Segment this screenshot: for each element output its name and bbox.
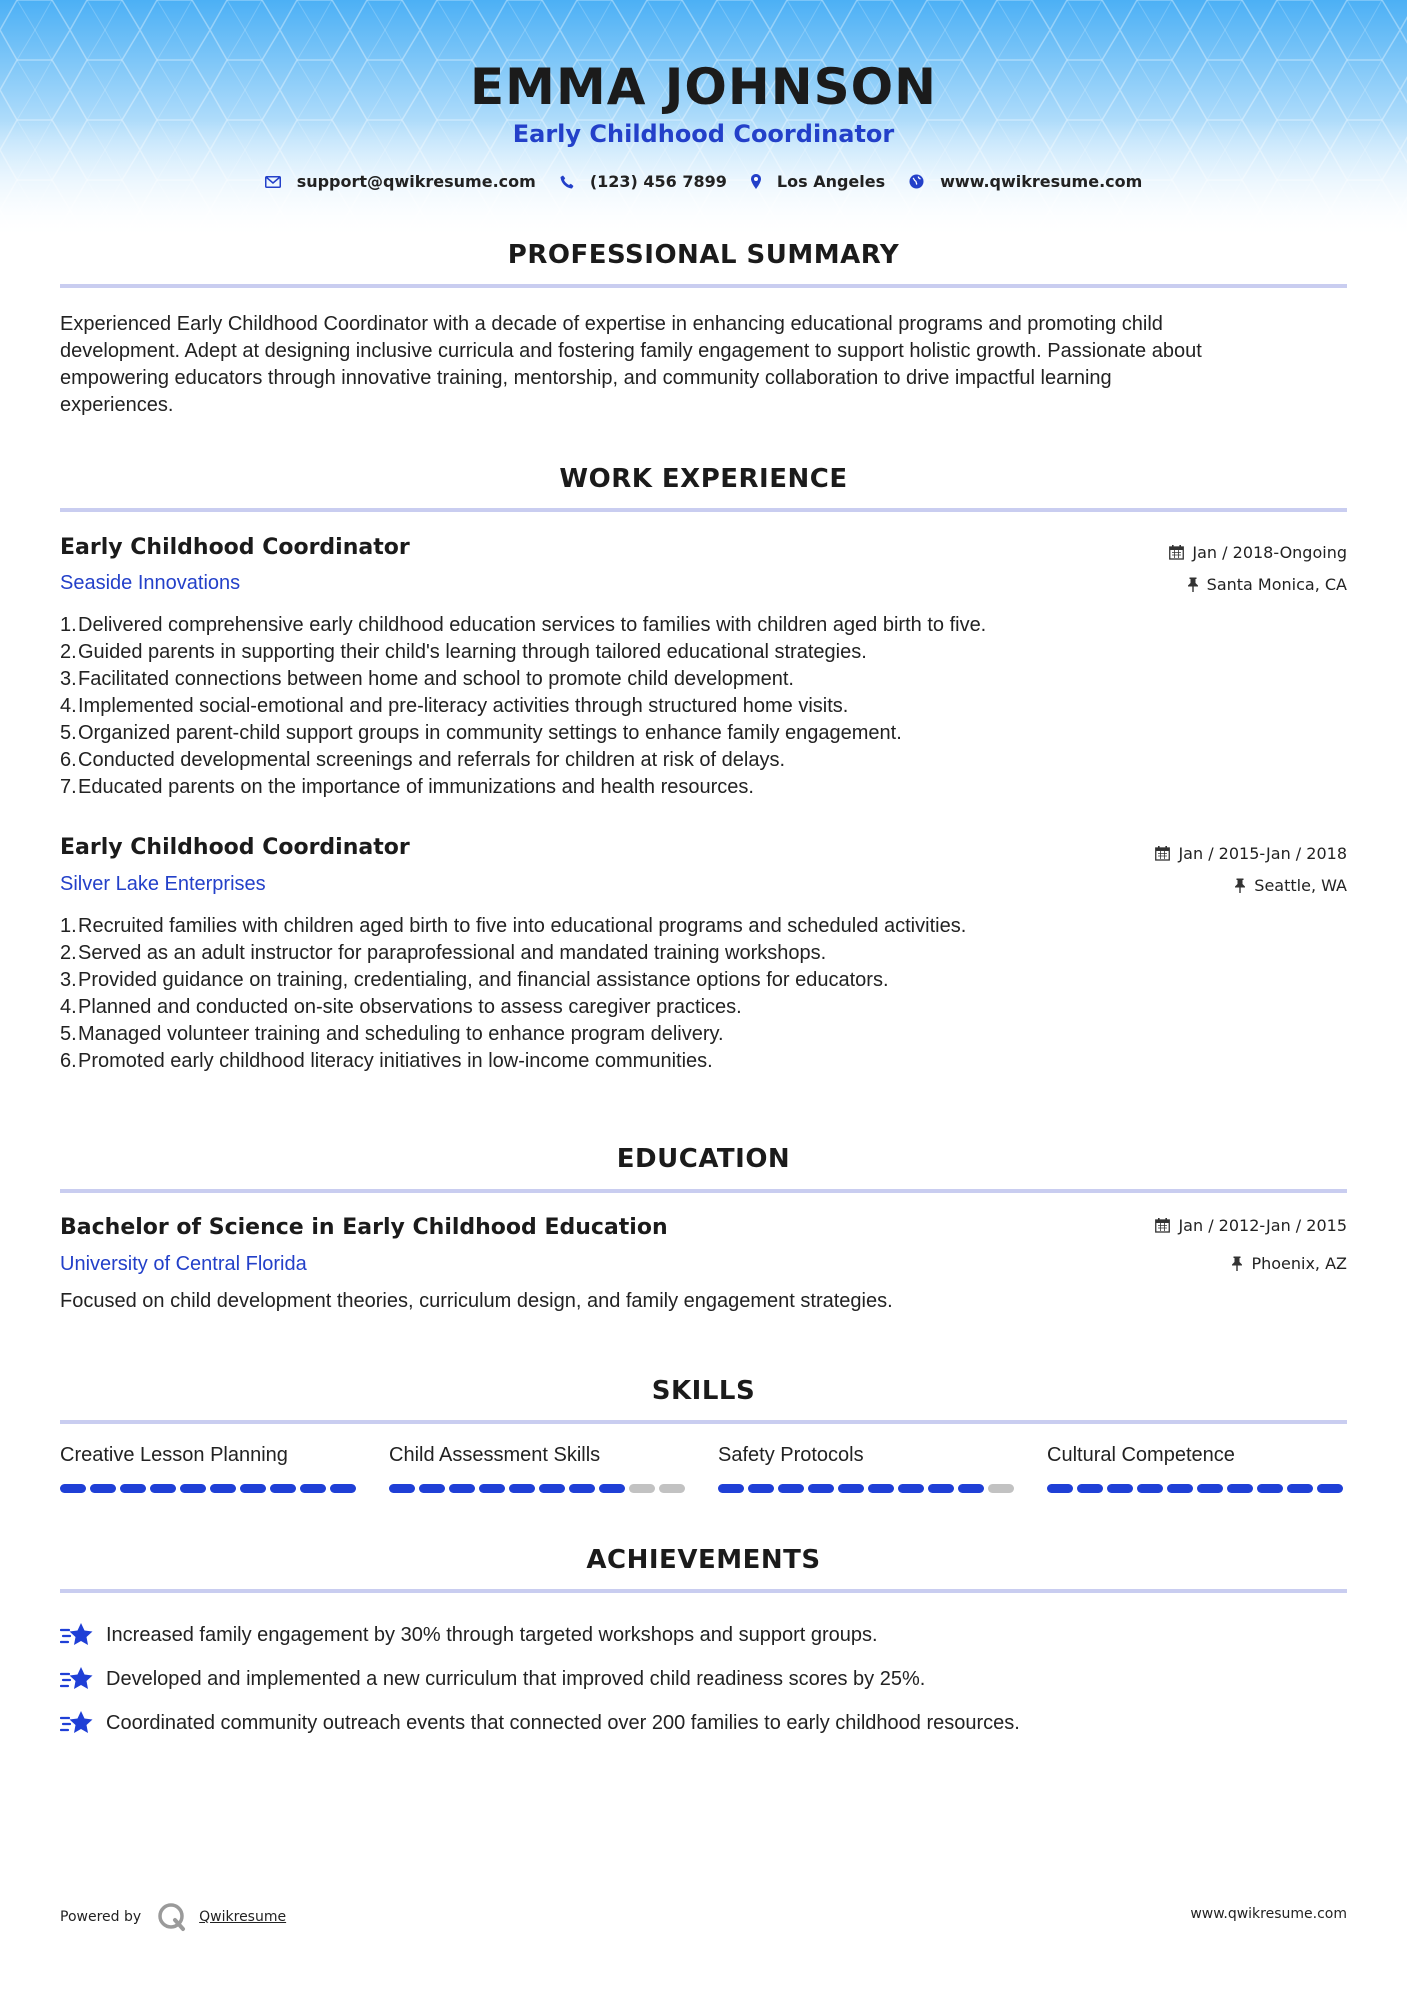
achievements-divider <box>60 1589 1347 1593</box>
education-location-text: Phoenix, AZ <box>1251 1254 1347 1273</box>
skill-segment-filled <box>1317 1484 1343 1493</box>
candidate-name: EMMA JOHNSON <box>470 58 937 116</box>
skill-segment-filled <box>60 1484 86 1493</box>
contact-phone[interactable] <box>560 172 727 191</box>
skill-name: Creative Lesson Planning <box>60 1444 288 1466</box>
skill-segment-filled <box>509 1484 535 1493</box>
envelope-icon <box>265 176 281 188</box>
candidate-role: Early Childhood Coordinator <box>512 120 895 148</box>
skill-segment-filled <box>330 1484 356 1493</box>
skill-item <box>718 1444 1018 1493</box>
skill-segment-filled <box>569 1484 595 1493</box>
skill-segment-empty <box>629 1484 655 1493</box>
achievements-heading: ACHIEVEMENTS <box>586 1545 821 1575</box>
skill-name: Cultural Competence <box>1047 1444 1235 1466</box>
list-item: 7. Educated parents on the importance of immunizations and health resources. <box>60 776 754 798</box>
footer-website-link[interactable]: www.qwikresume.com <box>1190 1906 1347 1922</box>
summary-line: Experienced Early Childhood Coordinator with a decade of expertise in enhancing educational programs and promoting child <box>60 313 1163 335</box>
degree-title: Bachelor of Science in Early Childhood Education <box>60 1215 668 1240</box>
skill-segment-filled <box>748 1484 774 1493</box>
skill-segment-filled <box>120 1484 146 1493</box>
location-text: Los Angeles <box>776 172 886 191</box>
skill-segment-empty <box>988 1484 1014 1493</box>
contact-bar <box>0 172 1407 191</box>
skill-segment-filled <box>1077 1484 1103 1493</box>
company-name: Silver Lake Enterprises <box>60 873 266 895</box>
skill-segment-filled <box>479 1484 505 1493</box>
summary-heading: PROFESSIONAL SUMMARY <box>507 240 900 270</box>
education-heading: EDUCATION <box>616 1144 791 1174</box>
powered-by-label: Powered by <box>60 1909 142 1925</box>
list-item: 1. Delivered comprehensive early childhood education services to families with children aged birth to five. <box>60 614 987 636</box>
skill-name: Child Assessment Skills <box>389 1444 601 1466</box>
skill-segment-filled <box>958 1484 984 1493</box>
job-title: Early Childhood Coordinator <box>60 535 410 560</box>
skill-level-bar <box>1047 1484 1347 1493</box>
skill-segment-filled <box>240 1484 266 1493</box>
summary-line: experiences. <box>60 394 174 416</box>
list-item: 4. Implemented social-emotional and pre-literacy activities through structured home visits. <box>60 695 849 717</box>
skill-segment-filled <box>1167 1484 1193 1493</box>
summary-divider <box>60 284 1347 288</box>
skill-segment-empty <box>659 1484 685 1493</box>
skill-segment-filled <box>1107 1484 1133 1493</box>
job-dates-text: Jan / 2015-Jan / 2018 <box>1178 844 1347 863</box>
education-location <box>1231 1254 1347 1273</box>
experience-divider <box>60 508 1347 512</box>
contact-email[interactable] <box>265 172 536 191</box>
job-dates <box>1169 543 1347 562</box>
list-item: 4. Planned and conducted on-site observations to assess caregiver practices. <box>60 996 742 1018</box>
skill-segment-filled <box>898 1484 924 1493</box>
job-location <box>1187 575 1347 594</box>
skills-heading: SKILLS <box>651 1376 756 1406</box>
job-location-text: Santa Monica, CA <box>1206 575 1347 594</box>
education-divider <box>60 1189 1347 1193</box>
skill-segment-filled <box>539 1484 565 1493</box>
skill-level-bar <box>389 1484 689 1493</box>
job-duties-list <box>60 913 1347 1075</box>
company-name: Seaside Innovations <box>60 572 241 594</box>
list-item: 5. Managed volunteer training and scheduling to enhance program delivery. <box>60 1023 724 1045</box>
skills-divider <box>60 1420 1347 1424</box>
skill-segment-filled <box>838 1484 864 1493</box>
calendar-icon <box>1155 846 1170 861</box>
skill-item <box>1047 1444 1347 1493</box>
footer-powered-by <box>60 1902 286 1932</box>
achievements-list <box>60 1613 1347 1745</box>
skill-segment-filled <box>270 1484 296 1493</box>
contact-location <box>751 172 885 191</box>
list-item: Coordinated community outreach events that connected over 200 families to early childhood resources. <box>60 1701 1347 1745</box>
skill-segment-filled <box>778 1484 804 1493</box>
skill-segment-filled <box>90 1484 116 1493</box>
skills-list <box>60 1444 1347 1493</box>
skill-segment-filled <box>419 1484 445 1493</box>
education-dates-text: Jan / 2012-Jan / 2015 <box>1178 1216 1347 1235</box>
skill-segment-filled <box>1137 1484 1163 1493</box>
experience-heading: WORK EXPERIENCE <box>559 464 848 494</box>
job-dates-text: Jan / 2018-Ongoing <box>1192 543 1347 562</box>
list-item: 2. Served as an adult instructor for paraprofessional and mandated training workshops. <box>60 942 827 964</box>
pushpin-icon <box>1231 1256 1243 1271</box>
education-dates <box>1155 1216 1347 1235</box>
star-icon <box>60 1709 94 1737</box>
website-text: www.qwikresume.com <box>940 172 1143 191</box>
skill-segment-filled <box>389 1484 415 1493</box>
pushpin-icon <box>1234 878 1246 893</box>
list-item: 6. Promoted early childhood literacy initiatives in low-income communities. <box>60 1050 713 1072</box>
brand-link[interactable]: Qwikresume <box>199 1909 287 1925</box>
star-icon <box>60 1621 94 1649</box>
skill-segment-filled <box>868 1484 894 1493</box>
job-location <box>1234 876 1347 895</box>
skill-level-bar <box>60 1484 360 1493</box>
globe-icon <box>909 174 924 189</box>
skill-segment-filled <box>718 1484 744 1493</box>
skill-segment-filled <box>1257 1484 1283 1493</box>
skill-segment-filled <box>1197 1484 1223 1493</box>
list-item: 2. Guided parents in supporting their child's learning through tailored educational strategies. <box>60 641 867 663</box>
skill-segment-filled <box>210 1484 236 1493</box>
skill-segment-filled <box>300 1484 326 1493</box>
skill-segment-filled <box>808 1484 834 1493</box>
list-item: 6. Conducted developmental screenings and referrals for children at risk of delays. <box>60 749 786 771</box>
skill-segment-filled <box>928 1484 954 1493</box>
job-dates <box>1155 844 1347 863</box>
list-item: 1. Recruited families with children aged birth to five into educational programs and scheduled activities. <box>60 915 967 937</box>
calendar-icon <box>1169 545 1184 560</box>
skill-name: Safety Protocols <box>718 1444 864 1466</box>
skill-segment-filled <box>1287 1484 1313 1493</box>
skill-item <box>389 1444 689 1493</box>
school-name: University of Central Florida <box>60 1253 307 1275</box>
contact-website[interactable] <box>909 172 1142 191</box>
skill-segment-filled <box>150 1484 176 1493</box>
list-item: 3. Provided guidance on training, credentialing, and financial assistance options for educators. <box>60 969 889 991</box>
calendar-icon <box>1155 1218 1170 1233</box>
email-text: support@qwikresume.com <box>296 172 536 191</box>
summary-text <box>60 311 1347 419</box>
list-item: 3. Facilitated connections between home and school to promote child development. <box>60 668 794 690</box>
job-duties-list <box>60 612 1347 801</box>
skill-level-bar <box>718 1484 1018 1493</box>
education-description: Focused on child development theories, curriculum design, and family engagement strategies. <box>60 1290 893 1312</box>
list-item: 5. Organized parent-child support groups in community settings to enhance family engagement. <box>60 722 902 744</box>
job-location-text: Seattle, WA <box>1254 876 1347 895</box>
map-pin-icon <box>751 174 761 189</box>
job-title: Early Childhood Coordinator <box>60 835 410 860</box>
summary-line: development. Adept at designing inclusive curricula and fostering family engagement to support holistic growth. Passionate about <box>60 340 1202 362</box>
qwikresume-logo-icon <box>157 1902 187 1932</box>
skill-segment-filled <box>180 1484 206 1493</box>
list-item: Increased family engagement by 30% through targeted workshops and support groups. <box>60 1613 1347 1657</box>
summary-line: empowering educators through innovative training, mentorship, and community collaboration to drive impactful learning <box>60 367 1112 389</box>
skill-segment-filled <box>1227 1484 1253 1493</box>
star-icon <box>60 1665 94 1693</box>
skill-segment-filled <box>599 1484 625 1493</box>
phone-icon <box>560 175 574 189</box>
skill-segment-filled <box>1047 1484 1073 1493</box>
skill-segment-filled <box>449 1484 475 1493</box>
skill-item <box>60 1444 360 1493</box>
pushpin-icon <box>1187 577 1199 592</box>
list-item: Developed and implemented a new curriculum that improved child readiness scores by 25%. <box>60 1657 1347 1701</box>
phone-text: (123) 456 7899 <box>589 172 727 191</box>
